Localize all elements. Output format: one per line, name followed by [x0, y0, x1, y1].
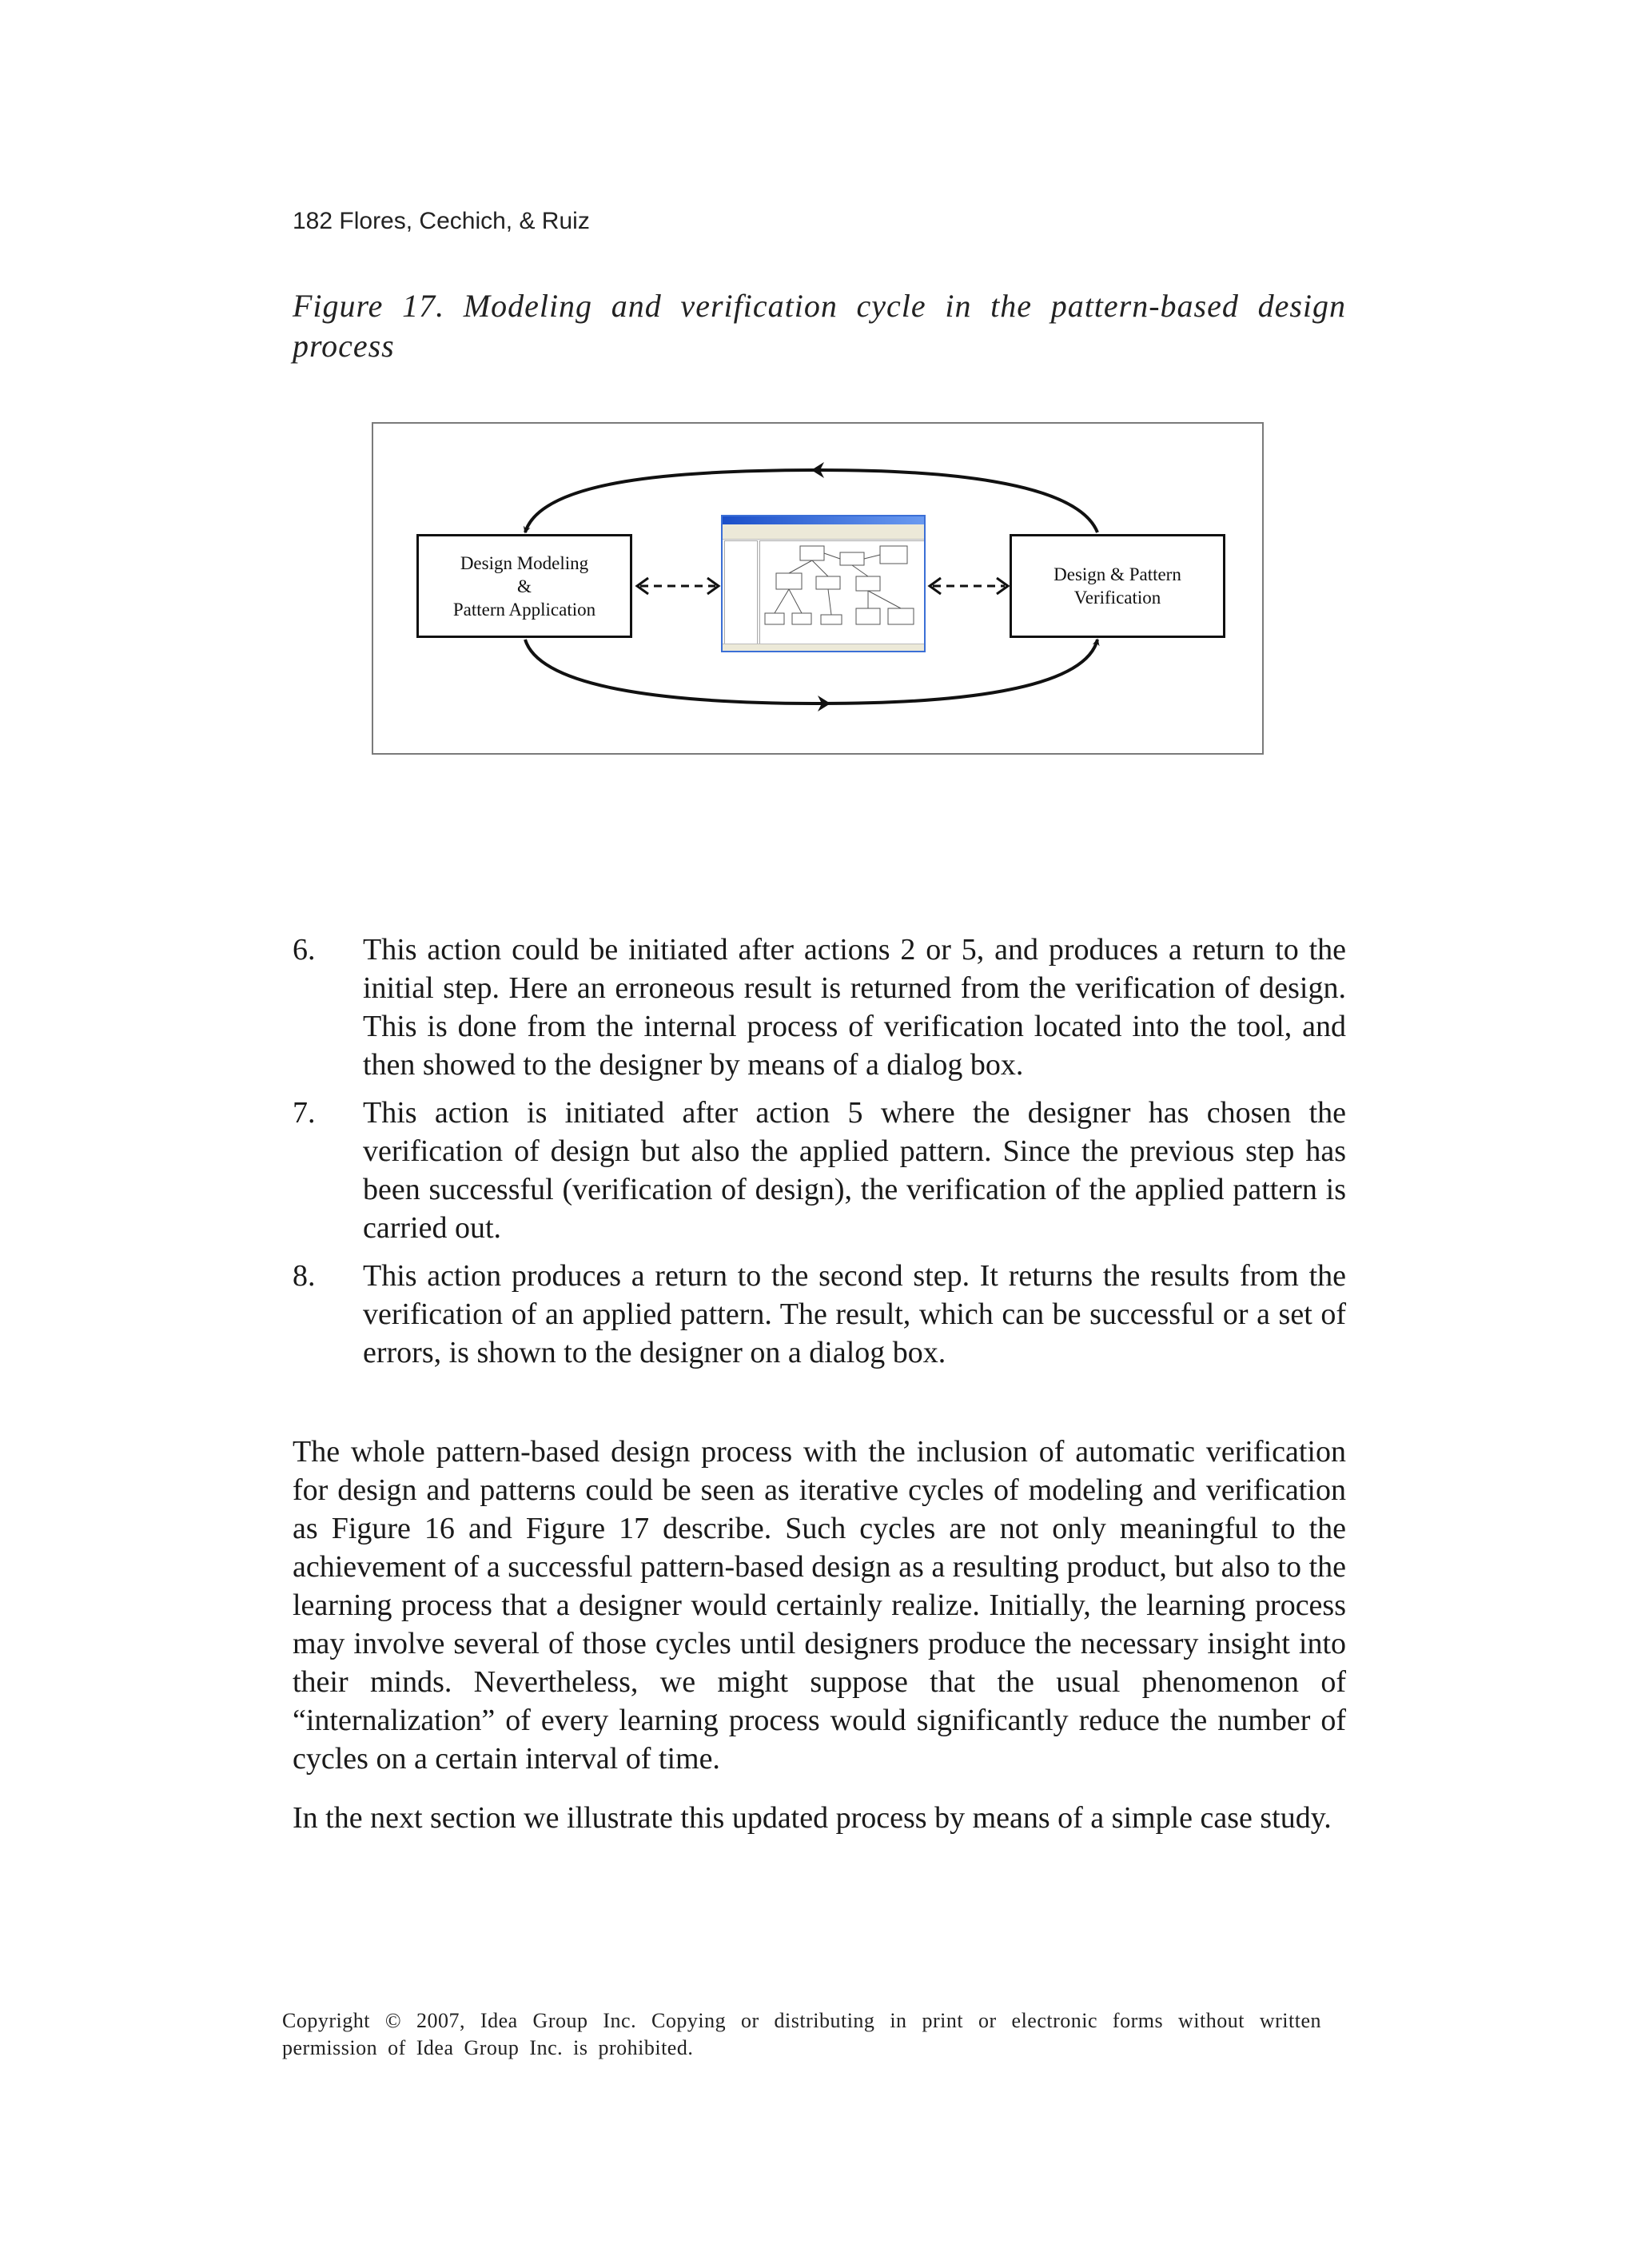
list-item	[293, 931, 1346, 1084]
thumbnail-uml-sketch	[760, 541, 925, 645]
paragraph-cycles: The whole pattern-based design process with the inclusion of automatic verification for design and patterns could be seen as iterative cycles of modeling and verification as Figure 16 and Figure 17 describe. Such cycles are not only meaningful to the achievement of a successful pattern-based design as a resulting product, but also to the learning process that a designer would certainly realize. Initially, the learning process may involve several of those cycles until designers produce the necessary insight into their minds. Nevertheless, we might suppose that the usual phenomenon of “internalization” of every learning process would significantly reduce the number of cycles on a certain interval of time.	[293, 1435, 1346, 1776]
running-head: 182 Flores, Cechich, & Ruiz	[293, 208, 590, 234]
thumbnail-titlebar	[723, 516, 924, 524]
numbered-list	[293, 931, 1346, 1381]
left-box-line-3: Pattern Application	[452, 599, 596, 620]
thumbnail-tree-panel	[724, 540, 758, 646]
list-item	[293, 1257, 1346, 1372]
copyright-footer: Copyright © 2007, Idea Group Inc. Copying or distributing in print or electronic forms without written permission of Idea Group Inc. is prohibited.	[282, 2009, 1321, 2059]
thumbnail-diagram-canvas	[759, 540, 926, 646]
right-box-line-1: Design & Pattern	[1053, 564, 1181, 584]
design-modeling-box	[416, 534, 632, 638]
figure-caption: Figure 17. Modeling and verification cycle in the pattern-based design process	[293, 288, 1346, 364]
thumbnail-toolbar	[723, 529, 924, 540]
left-box-line-1: Design Modeling	[460, 552, 589, 573]
figure-17	[372, 422, 1264, 755]
list-item-text: This action could be initiated after actions 2 or 5, and produces a return to the initial step. Here an erroneous result is returned from the verification of design. This is done from the internal process of verification located into the tool, and then showed to the designer by means of a dialog box.	[363, 933, 1346, 1082]
right-box-line-2: Verification	[1073, 588, 1161, 608]
tool-screenshot-thumbnail	[721, 515, 926, 652]
list-item-number: 6.	[293, 933, 316, 967]
list-item	[293, 1094, 1346, 1247]
thumbnail-statusbar	[723, 644, 924, 651]
design-verification-box	[1010, 534, 1225, 638]
list-item-text: This action produces a return to the second step. It returns the results from the verification of an applied pattern. The result, which can be successful or a set of errors, is shown to the designer on a dialog box.	[363, 1259, 1346, 1369]
paragraph-next-section: In the next section we illustrate this updated process by means of a simple case study.	[293, 1801, 1332, 1835]
list-item-number: 7.	[293, 1096, 316, 1130]
list-item-number: 8.	[293, 1259, 316, 1293]
list-item-text: This action is initiated after action 5 where the designer has chosen the verification of design but also the applied pattern. Since the previous step has been successful (verification of design), the verification of the applied pattern is carried out.	[363, 1096, 1346, 1245]
left-box-line-2: &	[517, 576, 532, 596]
